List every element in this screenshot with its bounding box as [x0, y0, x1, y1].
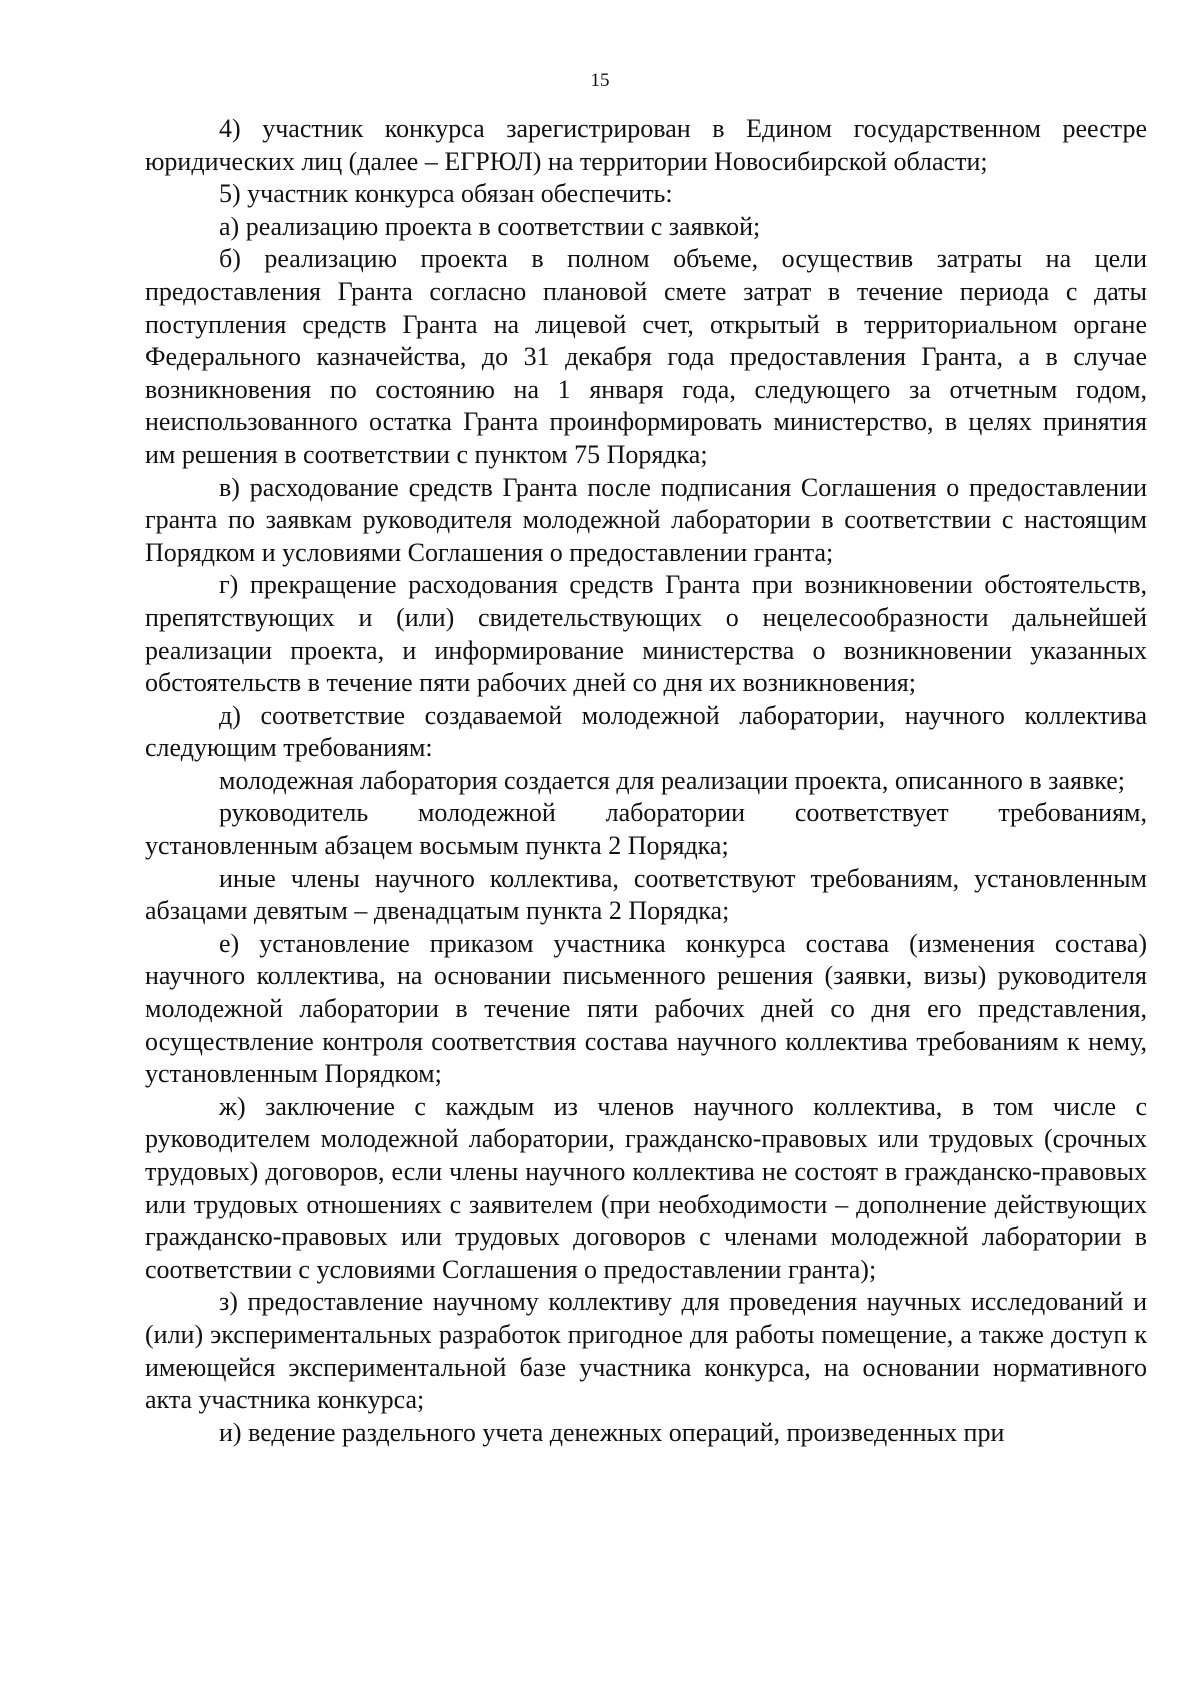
- paragraph-subitem-b: б) реализацию проекта в полном объеме, осуществив затраты на цели предоставления Гранта согласно плановой смете затрат в течение периода с даты поступления средств Гранта на лицевой счет, открытый в территориальном органе Федерального казначейства, до 31 декабря года предоставления Гранта, а в случае возникновения по состоянию на 1 января года, следующего за отчетным годом, неиспользованного остатка Гранта проинформировать министерство, в целях принятия им решения в соответствии с пунктом 75 Порядка;: [145, 244, 1147, 469]
- paragraph-item-5: 5) участник конкурса обязан обеспечить:: [219, 179, 673, 209]
- page-number: 15: [590, 70, 610, 91]
- paragraph-subitem-g: г) прекращение расходования средств Гранта при возникновении обстоятельств, препятствующих и (или) свидетельствующих о нецелесообразности дальнейшей реализации проекта, и информирование министерства о возникновении указанных обстоятельств в течение пяти рабочих дней со дня их возникновения;: [145, 570, 1147, 698]
- document-body: [145, 113, 1147, 1449]
- paragraph-subitem-e: е) установление приказом участника конкурса состава (изменения состава) научного коллектива, на основании письменного решения (заявки, визы) руководителя молодежной лаборатории в течение пяти рабочих дней со дня его представления, осуществление контроля соответствия состава научного коллектива требованиям к нему, установленным Порядком;: [145, 928, 1147, 1089]
- paragraph-subitem-v: в) расходование средств Гранта после подписания Соглашения о предоставлении гранта по заявкам руководителя молодежной лаборатории в соответствии с настоящим Порядком и условиями Соглашения о предоставлении гранта;: [145, 472, 1147, 567]
- paragraph-subitem-d: д) соответствие создаваемой молодежной лаборатории, научного коллектива следующим требованиям:: [145, 700, 1147, 763]
- paragraph-subitem-i: и) ведение раздельного учета денежных операций, произведенных при: [219, 1417, 1005, 1447]
- paragraph-requirement-head: руководитель молодежной лаборатории соответствует требованиям, установленным абзацем восьмым пункта 2 Порядка;: [145, 798, 1147, 861]
- paragraph-item-4: 4) участник конкурса зарегистрирован в Едином государственном реестре юридических лиц (далее – ЕГРЮЛ) на территории Новосибирской области;: [145, 114, 1147, 176]
- paragraph-requirement-lab: молодежная лаборатория создается для реализации проекта, описанного в заявке;: [219, 765, 1125, 795]
- paragraph-requirement-members: иные члены научного коллектива, соответствуют требованиям, установленным абзацами девятым – двенадцатым пункта 2 Порядка;: [145, 863, 1147, 926]
- paragraph-subitem-zh: ж) заключение с каждым из членов научного коллектива, в том числе с руководителем молодежной лаборатории, гражданско-правовых или трудовых (срочных трудовых) договоров, если члены научного коллектива не состоят в гражданско-правовых или трудовых отношениях с заявителем (при необходимости – дополнение действующих гражданско-правовых или трудовых договоров с членами молодежной лаборатории в соответствии с условиями Соглашения о предоставлении гранта);: [145, 1091, 1147, 1284]
- paragraph-subitem-a: а) реализацию проекта в соответствии с заявкой;: [219, 211, 761, 241]
- paragraph-subitem-z: з) предоставление научному коллективу для проведения научных исследований и (или) экспериментальных разработок пригодное для работы помещение, а также доступ к имеющейся экспериментальной базе участника конкурса, на основании нормативного акта участника конкурса;: [145, 1287, 1147, 1415]
